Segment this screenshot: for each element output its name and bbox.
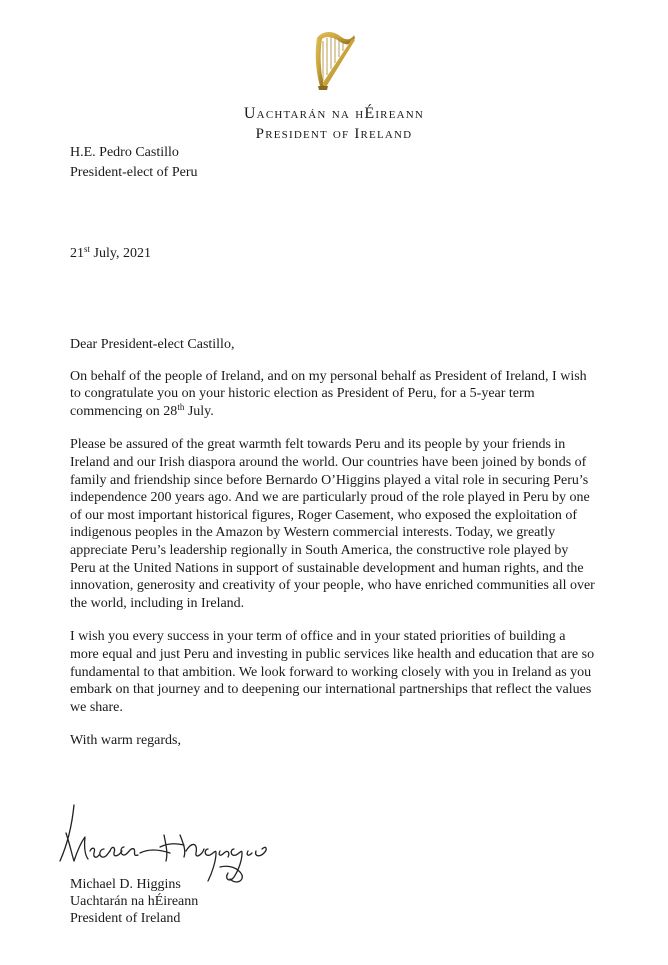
paragraph-wishes: I wish you every success in your term of office and in your stated priorities of building a more equal and just Peru and investing in public services like health and education that are so fundamental to that ambition. We look forward to working closely with you in Ireland as you embark on that journey and to deepening our international partnerships that reflect the values we share.: [70, 629, 595, 715]
date-rest: July, 2021: [90, 246, 151, 261]
harp-crest-icon: [308, 28, 358, 92]
letterhead: [0, 104, 668, 144]
p1-text: On behalf of the people of Ireland, and on my personal behalf as President of Ireland, I wish to congratulate you on your historic election as President of Peru, for a 5-year term commencing on 28: [70, 368, 587, 419]
paragraph-congratulations: [70, 368, 595, 421]
letter-date: [70, 244, 151, 264]
closing: With warm regards,: [70, 733, 182, 749]
recipient-name: H.E. Pedro Castillo: [70, 145, 179, 160]
date-day: 21: [70, 246, 84, 261]
date-suffix: st: [84, 244, 91, 254]
p1-superscript: th: [177, 401, 185, 412]
paragraph-relations: Please be assured of the great warmth felt towards Peru and its people by your friends in Ireland and our Irish diaspora around the world. Our countries have been joined by bonds of family and friendship since before Bernardo O’Higgins played a vital role in securing Peru’s independence 200 years ago. And we are particularly proud of the role played in Peru by one of our most important historical figures, Roger Casement, who exposed the exploitation of indigenous peoples in the Amazon by Western commercial interests. Today, we greatly appreciate Peru’s leadership regionally in South America, the constructive role played by Peru at the United Nations in support of sustainable development and human rights, and the innovation, generosity and creativity of your people, who have enriched communities all over the world, including in Ireland.: [70, 437, 595, 611]
signoff-english-title: President of Ireland: [70, 911, 181, 926]
signoff-block: [70, 876, 198, 927]
letter-body: [70, 336, 595, 766]
letterhead-irish-title: Uachtarán na hÉireann: [243, 105, 425, 122]
recipient-title: President-elect of Peru: [70, 165, 198, 180]
signoff-irish-title: Uachtarán na hÉireann: [70, 894, 199, 909]
signoff-name: Michael D. Higgins: [70, 877, 181, 892]
letterhead-english-title: President of Ireland: [255, 126, 413, 142]
recipient-block: [70, 143, 198, 183]
p1-text-end: July.: [184, 403, 214, 419]
salutation: Dear President-elect Castillo,: [70, 337, 235, 352]
